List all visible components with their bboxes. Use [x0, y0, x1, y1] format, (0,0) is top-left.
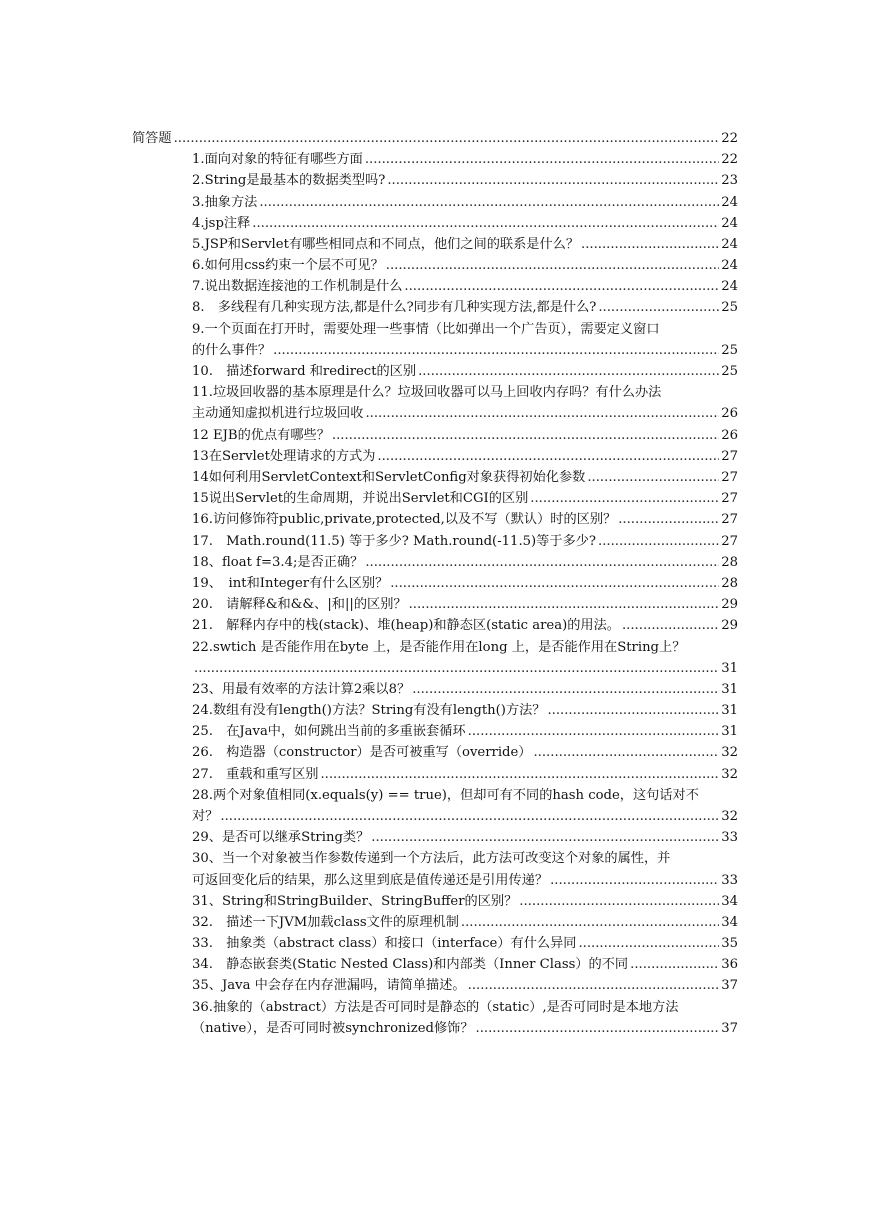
dot-leader	[461, 912, 719, 933]
dot-leader	[409, 594, 720, 615]
toc-entry[interactable]	[192, 149, 738, 170]
toc-entry-page: 26	[721, 406, 738, 422]
toc-entry-page: 25	[721, 300, 738, 316]
toc-entry-title: 32. 描述一下JVM加载class文件的原理机制	[192, 914, 459, 930]
dot-leader	[468, 721, 720, 742]
toc-entry-page: 31	[721, 724, 738, 740]
dot-leader	[194, 658, 719, 679]
toc-entry-page: 27	[721, 448, 738, 464]
table-of-contents	[132, 128, 738, 1039]
dot-leader	[390, 573, 719, 594]
toc-entry-page: 24	[721, 215, 738, 231]
dot-leader	[252, 213, 719, 234]
toc-entry-title: 24.数组有没有length()方法？String有没有length()方法？	[192, 703, 546, 719]
toc-entry-wrap-line[interactable]: 30、当一个对象被当作参数传递到一个方法后，此方法可改变这个对象的属性，并	[192, 851, 671, 867]
toc-entry[interactable]	[192, 531, 738, 552]
dot-leader	[418, 361, 719, 382]
toc-entry-title: 可返回变化后的结果，那么这里到底是值传递还是引用传递？	[192, 872, 549, 888]
toc-entry-page: 33	[721, 872, 738, 888]
toc-entry-title: 1.面向对象的特征有哪些方面	[192, 152, 363, 168]
toc-entry-page: 27	[721, 533, 738, 549]
toc-entry-title: 5.JSP和Servlet有哪些相同点和不同点，他们之间的联系是什么？	[192, 236, 580, 252]
toc-entry-wrap-line[interactable]: 28.两个对象值相同(x.equals(y) == true)，但却可有不同的hash code，这句话对不	[192, 787, 699, 803]
toc-entry-title: 20. 请解释&和&&、|和||的区别？	[192, 597, 407, 613]
dot-leader	[320, 764, 719, 785]
toc-entry-page: 24	[721, 258, 738, 274]
toc-entry[interactable]	[192, 764, 738, 785]
toc-entry-title: 34. 静态嵌套类(Static Nested Class)和内部类（Inner Class）的不同	[192, 957, 629, 973]
toc-entry-page: 29	[721, 618, 738, 634]
dot-leader	[533, 742, 719, 763]
toc-entry-page: 37	[721, 1020, 738, 1036]
toc-entry-title: 29、是否可以继承String类？	[192, 830, 370, 846]
toc-entry-page: 22	[721, 130, 738, 146]
toc-entry-page: 36	[721, 957, 738, 973]
dot-leader	[530, 488, 719, 509]
dot-leader	[581, 234, 719, 255]
toc-entry-page: 25	[721, 364, 738, 380]
toc-entry-title: 33. 抽象类（abstract class）和接口（interface）有什么异同	[192, 936, 577, 952]
toc-entry-title: 8. 多线程有几种实现方法,都是什么?同步有几种实现方法,都是什么?	[192, 300, 597, 316]
toc-entry[interactable]	[192, 976, 738, 997]
toc-entry[interactable]	[192, 298, 738, 319]
toc-entry-title: 10. 描述forward 和redirect的区别	[192, 364, 417, 380]
toc-top-entry[interactable]	[132, 128, 738, 149]
toc-entry[interactable]	[192, 721, 738, 742]
dot-leader	[622, 615, 719, 636]
toc-entry-wrap-line[interactable]: 36.抽象的（abstract）方法是否可同时是静态的（static）,是否可同时是本地方法	[192, 999, 679, 1015]
dot-leader	[365, 403, 719, 424]
toc-entry-title: 25. 在Java中，如何跳出当前的多重嵌套循环	[192, 724, 466, 740]
toc-entry[interactable]	[192, 594, 738, 615]
toc-entry-wrap-line[interactable]: 9.一个页面在打开时，需要处理一些事情（比如弹出一个广告页），需要定义窗口	[192, 321, 660, 337]
toc-entry-title: 4.jsp注释	[192, 215, 251, 231]
toc-entry-wrap-line[interactable]: 11.垃圾回收器的基本原理是什么？垃圾回收器可以马上回收内存吗？有什么办法	[192, 385, 662, 401]
dot-leader	[365, 149, 719, 170]
toc-entry[interactable]	[192, 552, 738, 573]
dot-leader	[404, 276, 719, 297]
dot-leader	[273, 340, 719, 361]
toc-entry-page: 23	[721, 173, 738, 189]
toc-entry[interactable]	[192, 509, 738, 530]
toc-entry-title: 21. 解释内存中的栈(stack)、堆(heap)和静态区(static area)的用法。	[192, 618, 620, 634]
dot-leader	[519, 891, 719, 912]
toc-entry-title: 2.String是最基本的数据类型吗?	[192, 173, 386, 189]
dot-leader	[550, 870, 719, 891]
toc-entry[interactable]	[192, 467, 738, 488]
toc-entry-title: 6.如何用css约束一个层不可见？	[192, 258, 384, 274]
toc-entry[interactable]	[192, 276, 738, 297]
toc-entry-title: 31、String和StringBuilder、StringBuffer的区别？	[192, 893, 518, 909]
toc-entry-page: 34	[721, 914, 738, 930]
toc-entry[interactable]	[192, 170, 738, 191]
toc-entry-title: 35、Java 中会存在内存泄漏吗，请简单描述。	[192, 978, 466, 994]
toc-entry[interactable]	[192, 870, 738, 891]
toc-entry-wrap-line[interactable]: 22.swtich 是否能作用在byte 上，是否能作用在long 上，是否能作用在String上？	[192, 639, 686, 655]
toc-entry-page: 26	[721, 427, 738, 443]
toc-entry-page: 24	[721, 194, 738, 210]
dot-leader	[174, 128, 720, 149]
toc-entry-title: 14如何利用ServletContext和ServletConfig对象获得初始化参数	[192, 469, 586, 485]
toc-entry[interactable]	[192, 891, 738, 912]
toc-entry-title: 主动通知虚拟机进行垃圾回收	[192, 406, 364, 422]
toc-entry-page: 31	[721, 660, 738, 676]
toc-entry[interactable]	[192, 213, 738, 234]
dot-leader	[630, 954, 719, 975]
toc-entry-page: 27	[721, 512, 738, 528]
toc-entry-title: 17. Math.round(11.5) 等于多少? Math.round(-11.5)等于多少?	[192, 533, 596, 549]
toc-entry[interactable]	[192, 658, 738, 679]
toc-entry[interactable]	[192, 234, 738, 255]
toc-entry-title: 的什么事件？	[192, 342, 272, 358]
toc-entry-page: 24	[721, 236, 738, 252]
toc-entry-page: 27	[721, 491, 738, 507]
dot-leader	[547, 700, 719, 721]
dot-leader	[578, 933, 719, 954]
toc-entry-title: 15说出Servlet的生命周期，并说出Servlet和CGI的区别	[192, 491, 529, 507]
toc-entry-title: 7.说出数据连接池的工作机制是什么	[192, 279, 403, 295]
toc-entry-page: 37	[721, 978, 738, 994]
dot-leader	[332, 425, 719, 446]
toc-entry-title: 19、 int和Integer有什么区别？	[192, 575, 389, 591]
toc-entry-page: 24	[721, 279, 738, 295]
toc-entry-title: 18、float f=3.4;是否正确？	[192, 554, 364, 570]
toc-entry-page: 27	[721, 469, 738, 485]
toc-entry-title: （native），是否可同时被synchronized修饰？	[192, 1020, 474, 1036]
dot-leader	[476, 1018, 720, 1039]
toc-entry[interactable]	[192, 954, 738, 975]
toc-entry[interactable]	[192, 933, 738, 954]
toc-entry[interactable]	[192, 615, 738, 636]
toc-entry[interactable]	[192, 446, 738, 467]
toc-entry-page: 22	[721, 152, 738, 168]
toc-entry-title: 16.访问修饰符public,private,protected,以及不写（默认）时的区别？	[192, 512, 617, 528]
dot-leader	[587, 467, 719, 488]
dot-leader	[412, 679, 719, 700]
toc-entry-page: 35	[721, 936, 738, 952]
toc-entry-title: 13在Servlet处理请求的方式为	[192, 448, 376, 464]
toc-entry[interactable]	[192, 340, 738, 361]
toc-entry-title: 27. 重载和重写区别	[192, 766, 319, 782]
toc-entry-page: 28	[721, 554, 738, 570]
dot-leader	[220, 806, 719, 827]
toc-entry-page: 32	[721, 808, 738, 824]
toc-entry[interactable]	[192, 403, 738, 424]
toc-entry[interactable]	[192, 425, 738, 446]
toc-entry[interactable]	[192, 700, 738, 721]
toc-entry-title: 简答题	[132, 130, 172, 146]
toc-entry-page: 31	[721, 681, 738, 697]
toc-entry[interactable]	[192, 1018, 738, 1039]
toc-entry-title: 对？	[192, 808, 219, 824]
toc-entry[interactable]	[192, 827, 738, 848]
dot-leader	[386, 255, 719, 276]
dot-leader	[598, 531, 719, 552]
dot-leader	[259, 192, 719, 213]
toc-entry[interactable]	[192, 192, 738, 213]
toc-entry[interactable]	[192, 361, 738, 382]
toc-entry-page: 32	[721, 745, 738, 761]
toc-entry-title: 12 EJB的优点有哪些？	[192, 427, 330, 443]
toc-entry-page: 29	[721, 597, 738, 613]
toc-entry-title: 26. 构造器（constructor）是否可被重写（override）	[192, 745, 532, 761]
dot-leader	[618, 509, 719, 530]
toc-entry-page: 31	[721, 703, 738, 719]
toc-entry-page: 32	[721, 766, 738, 782]
toc-entry[interactable]	[192, 679, 738, 700]
toc-entry[interactable]	[192, 255, 738, 276]
toc-entry-page: 33	[721, 830, 738, 846]
dot-leader	[387, 170, 719, 191]
dot-leader	[365, 552, 719, 573]
toc-entry[interactable]	[192, 806, 738, 827]
toc-entry-title: 23、用最有效率的方法计算2乘以8？	[192, 681, 411, 697]
dot-leader	[598, 297, 719, 318]
toc-entry-page: 28	[721, 575, 738, 591]
toc-entry-page: 25	[721, 342, 738, 358]
toc-entry[interactable]	[192, 573, 738, 594]
toc-entry[interactable]	[192, 488, 738, 509]
dot-leader	[371, 827, 719, 848]
dot-leader	[468, 975, 720, 996]
dot-leader	[377, 446, 719, 467]
toc-entry[interactable]	[192, 912, 738, 933]
toc-entry-page: 34	[721, 893, 738, 909]
toc-entry[interactable]	[192, 742, 738, 763]
toc-entry-title: 3.抽象方法	[192, 194, 258, 210]
